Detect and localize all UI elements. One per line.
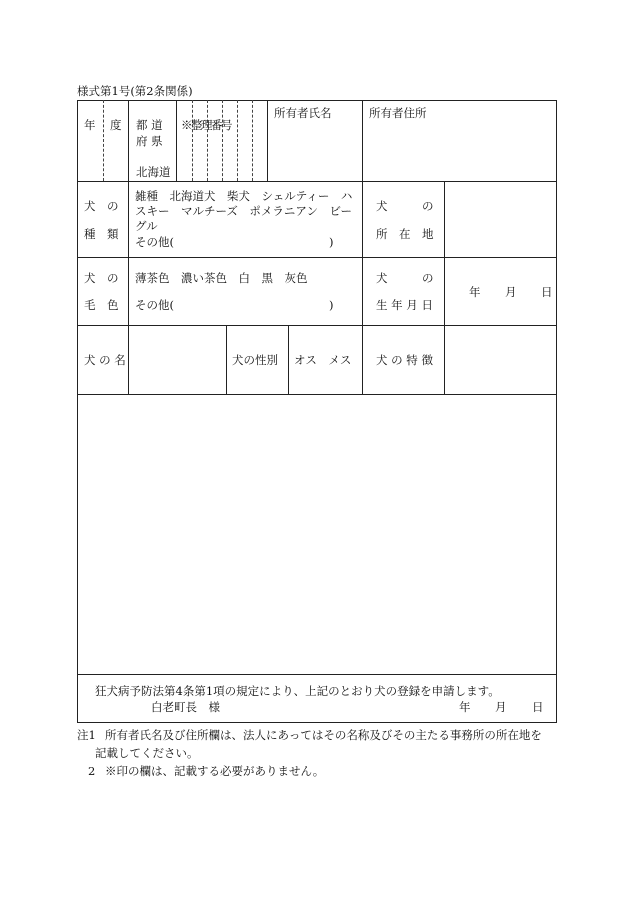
mid-col-divider bbox=[362, 100, 363, 394]
note1-number: 注1 bbox=[77, 728, 96, 742]
location-label-a: 犬 の bbox=[376, 199, 434, 213]
birth-label-b: 生 年 月 日 bbox=[376, 298, 433, 312]
row-divider-1 bbox=[77, 181, 557, 182]
color-other-open: その他( bbox=[135, 298, 174, 312]
application-date-month: 月 bbox=[495, 700, 507, 714]
mgmt-dash-2 bbox=[207, 100, 208, 181]
mgmt-dash-3 bbox=[222, 100, 223, 181]
color-other-close: ) bbox=[329, 298, 334, 312]
dog-sex-options: オス メス bbox=[294, 353, 352, 367]
table-bottom-border bbox=[77, 722, 557, 723]
color-label-b: 毛 色 bbox=[84, 298, 119, 312]
color-label-a: 犬 の bbox=[84, 271, 119, 285]
mgmt-divider bbox=[267, 100, 268, 181]
application-date-day: 日 bbox=[532, 700, 544, 714]
row-divider-2 bbox=[77, 257, 557, 258]
birth-label-a: 犬 の bbox=[376, 271, 434, 285]
mgmt-dash-5 bbox=[252, 100, 253, 181]
prefecture-top: 都 道 bbox=[136, 118, 163, 132]
owner-name-label: 所有者氏名 bbox=[274, 106, 332, 120]
dog-sex-label: 犬の性別 bbox=[232, 353, 278, 367]
table-top-border bbox=[77, 100, 557, 101]
breed-label-b: 種 類 bbox=[84, 227, 119, 241]
location-label-b: 所 在 地 bbox=[376, 227, 434, 241]
prefecture-mid: 府 県 bbox=[136, 134, 163, 148]
year-dash-divider bbox=[103, 100, 104, 181]
birth-year: 年 bbox=[469, 285, 481, 299]
application-date-year: 年 bbox=[459, 700, 471, 714]
name-value-divider bbox=[226, 325, 227, 394]
row-divider-5 bbox=[77, 674, 557, 675]
note1-line1: 所有者氏名及び住所欄は、法人にあってはその名称及びその主たる事務所の所在地を bbox=[105, 728, 542, 742]
year-label-a: 年 bbox=[84, 118, 96, 132]
addressee: 白老町長 様 bbox=[151, 700, 220, 714]
breed-options-line1: 雑種 北海道犬 柴犬 シェルティー ハ bbox=[135, 189, 353, 203]
note2-number: 2 bbox=[88, 764, 96, 778]
table-right-border bbox=[556, 100, 557, 723]
dog-features-label: 犬 の 特 徴 bbox=[376, 353, 433, 367]
breed-label-a: 犬 の bbox=[84, 199, 119, 213]
mgmt-dash-1 bbox=[192, 100, 193, 181]
prefecture-divider bbox=[176, 100, 177, 181]
owner-address-label: 所有者住所 bbox=[369, 106, 427, 120]
note2-text: ※印の欄は、記載する必要がありません。 bbox=[105, 764, 325, 778]
color-options: 薄茶色 濃い茶色 白 黒 灰色 bbox=[135, 271, 308, 285]
note1-line2: 記載してください。 bbox=[95, 746, 199, 760]
breed-other-open: その他( bbox=[135, 235, 174, 249]
mgmt-dash-4 bbox=[237, 100, 238, 181]
breed-options-line2: スキー マルチーズ ポメラニアン ビー bbox=[135, 204, 353, 218]
row-divider-3 bbox=[77, 325, 557, 326]
name-label-divider bbox=[128, 325, 129, 394]
dog-name-label: 犬 の 名 bbox=[84, 353, 126, 367]
application-statement: 狂犬病予防法第4条第1項の規定により、上記のとおり犬の登録を申請します。 bbox=[95, 684, 500, 698]
breed-other-close: ) bbox=[329, 235, 334, 249]
label-col-divider bbox=[128, 100, 129, 325]
birth-month: 月 bbox=[505, 285, 517, 299]
right-label-divider bbox=[444, 181, 445, 394]
form-title: 様式第1号(第2条関係) bbox=[77, 84, 193, 98]
management-number-label: ※整理番号 bbox=[181, 118, 231, 132]
birth-day: 日 bbox=[541, 285, 553, 299]
year-label-b: 度 bbox=[110, 118, 122, 132]
prefecture-value: 北海道 bbox=[136, 165, 171, 179]
sex-label-divider bbox=[288, 325, 289, 394]
blank-entry-area[interactable] bbox=[78, 395, 556, 674]
breed-options-line3: グル bbox=[135, 219, 158, 233]
